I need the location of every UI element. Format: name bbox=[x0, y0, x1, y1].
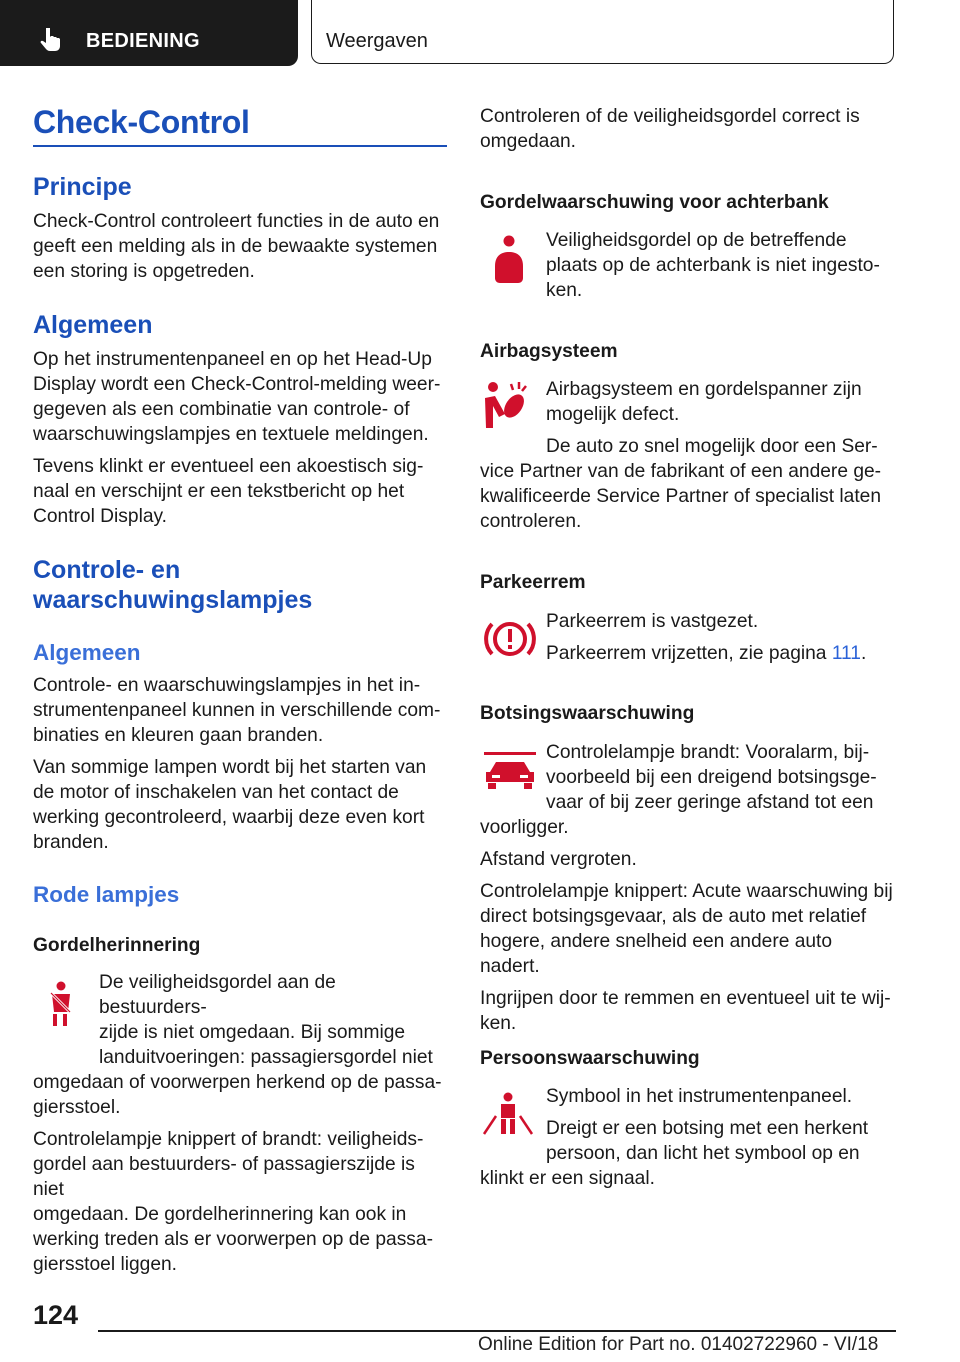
text-line: de motor of inschakelen van het contact de bbox=[33, 782, 399, 803]
page-title: Check-Control bbox=[33, 104, 250, 140]
text-line: Controlelampje brandt: Vooralarm, bij- bbox=[546, 742, 870, 763]
heading-parkeerrem: Parkeerrem bbox=[480, 572, 586, 593]
text-line: branden. bbox=[33, 832, 109, 853]
footer-edition: Online Edition for Part no. 01402722960 - VI/18 bbox=[478, 1334, 879, 1355]
text-line: gordel aan bestuurders- of passagierszijde is niet bbox=[33, 1154, 415, 1200]
text-line: omgedaan. De gordelherinnering kan ook in bbox=[33, 1204, 407, 1225]
text-line: direct botsingsgevaar, als de auto met relatief bbox=[480, 906, 867, 927]
text-fragment: . bbox=[860, 643, 867, 664]
text-line: klinkt er een signaal. bbox=[480, 1168, 655, 1189]
text-line: Display wordt een Check-Control-melding weer- bbox=[33, 374, 441, 395]
text-fragment: Parkeerrem vrijzetten, zie pagina bbox=[546, 643, 832, 664]
text-line: een storing is opgetreden. bbox=[33, 261, 255, 282]
achterbank-text bbox=[546, 228, 896, 303]
text-line: werking treden als er voorwerpen op de passa- bbox=[33, 1229, 433, 1250]
text-line: Controlelampje knippert of brandt: veiligheids- bbox=[33, 1129, 424, 1150]
controle-text bbox=[33, 673, 447, 855]
chapter-label: Weergaven bbox=[326, 30, 428, 52]
collision-warning-icon bbox=[482, 750, 538, 792]
heading-achterbank: Gordelwaarschuwing voor achterbank bbox=[480, 192, 829, 213]
text-line: voorligger. bbox=[480, 817, 569, 838]
text-line: plaats op de achterbank is niet ingesto- bbox=[546, 255, 880, 276]
page-number: 124 bbox=[33, 1300, 79, 1330]
text-line: hogere, andere snelheid een andere auto nadert. bbox=[480, 931, 833, 977]
heading-airbag: Airbagsysteem bbox=[480, 341, 618, 362]
text-line: Tevens klinkt er eventueel een akoestisch sig- bbox=[33, 456, 424, 477]
text-line: landuitvoeringen: passagiersgordel niet bbox=[99, 1047, 433, 1068]
text-line: giersstoel liggen. bbox=[33, 1254, 177, 1275]
text-line: ken. bbox=[546, 280, 583, 301]
text-line bbox=[546, 641, 896, 666]
text-line: Controlelampje knippert: Acute waarschuwing bij bbox=[480, 881, 893, 902]
section-label: BEDIENING bbox=[86, 30, 200, 52]
text-line: controleren. bbox=[480, 511, 582, 532]
text-line: zijde is niet omgedaan. Bij sommige bbox=[99, 1022, 406, 1043]
title-rule bbox=[33, 145, 447, 147]
text-line: vaar of bij zeer geringe afstand tot een bbox=[546, 792, 874, 813]
gordel-text bbox=[33, 970, 447, 1277]
heading-rode-lampjes: Rode lampjes bbox=[33, 882, 180, 907]
heading-controle-algemeen: Algemeen bbox=[33, 640, 141, 665]
heading-controle bbox=[33, 555, 312, 615]
text-line: Check-Control controleert functies in de auto en bbox=[33, 211, 440, 232]
heading-gordelherinnering: Gordelherinnering bbox=[33, 935, 201, 956]
text-line: Parkeerrem is vastgezet. bbox=[546, 611, 759, 632]
text-line: strumentenpaneel kunnen in verschillende com- bbox=[33, 700, 441, 721]
text-line: Op het instrumentenpaneel en op het Head-Up bbox=[33, 349, 432, 370]
page-link[interactable]: 111 bbox=[831, 643, 861, 664]
text-line: Van sommige lampen wordt bij het starten van bbox=[33, 757, 427, 778]
text-line: omgedaan of voorwerpen herkend op de passa- bbox=[33, 1072, 442, 1093]
text-line: Symbool in het instrumentenpaneel. bbox=[546, 1086, 853, 1107]
text-line: giersstoel. bbox=[33, 1097, 121, 1118]
botsing-text-top bbox=[546, 740, 896, 815]
text-line: naal en verschijnt er een tekstbericht op het bbox=[33, 481, 405, 502]
text-line: Ingrijpen door te remmen en eventueel uit te wij- bbox=[480, 988, 891, 1009]
section-tab[interactable] bbox=[0, 0, 298, 66]
heading-line: Controle- en bbox=[33, 556, 181, 584]
algemeen-text bbox=[33, 347, 447, 529]
heading-principe: Principe bbox=[33, 173, 132, 201]
airbag-text-bottom bbox=[480, 459, 896, 534]
page-header bbox=[0, 0, 960, 66]
hand-pointer-icon bbox=[40, 26, 66, 52]
text-line: geeft een melding als in de bewaakte systemen bbox=[33, 236, 438, 257]
text-line: werking gecontroleerd, waarbij deze even kort bbox=[33, 807, 425, 828]
heading-algemeen: Algemeen bbox=[33, 311, 153, 339]
text-line: persoon, dan licht het symbool op en bbox=[546, 1143, 860, 1164]
principe-text bbox=[33, 209, 447, 284]
text-line: De veiligheidsgordel aan de bestuurders- bbox=[99, 972, 336, 1018]
botsing-text-bottom bbox=[480, 815, 896, 1036]
text-line: kwalificeerde Service Partner of specialist laten bbox=[480, 486, 881, 507]
text-line: De auto zo snel mogelijk door een Ser- bbox=[546, 436, 878, 457]
heading-persoon: Persoonswaarschuwing bbox=[480, 1048, 700, 1069]
text-line: voorbeeld bij een dreigend botsingsge- bbox=[546, 767, 877, 788]
text-line: Afstand vergroten. bbox=[480, 849, 637, 870]
text-line: gegeven als een combinatie van controle- of bbox=[33, 399, 410, 420]
parking-brake-icon bbox=[482, 616, 538, 662]
text-line: Controleren of de veiligheidsgordel correct is bbox=[480, 106, 860, 127]
intro-text bbox=[480, 104, 896, 154]
text-line: Dreigt er een botsing met een herkent bbox=[546, 1118, 869, 1139]
text-line: binaties en kleuren gaan branden. bbox=[33, 725, 324, 746]
text-line: mogelijk defect. bbox=[546, 404, 680, 425]
text-line: Control Display. bbox=[33, 506, 168, 527]
text-line: omgedaan. bbox=[480, 131, 577, 152]
text-line: Veiligheidsgordel op de betreffende bbox=[546, 230, 847, 251]
text-line: Airbagsysteem en gordelspanner zijn bbox=[546, 379, 862, 400]
text-line: ken. bbox=[480, 1013, 517, 1034]
text-line: Controle- en waarschuwingslampjes in het in- bbox=[33, 675, 421, 696]
persoon-text-top bbox=[546, 1084, 896, 1166]
airbag-warning-icon bbox=[481, 380, 529, 432]
airbag-text-top bbox=[546, 377, 896, 459]
parkeerrem-text bbox=[546, 609, 896, 666]
persoon-text-bottom bbox=[480, 1166, 896, 1191]
text-line: vice Partner van de fabrikant of een andere ge- bbox=[480, 461, 882, 482]
rear-seatbelt-icon bbox=[491, 234, 527, 286]
footer-rule bbox=[98, 1330, 896, 1332]
chapter-tab[interactable] bbox=[311, 0, 894, 64]
heading-botsing: Botsingswaarschuwing bbox=[480, 703, 695, 724]
text-line: waarschuwingslampjes en textuele meldingen. bbox=[33, 424, 429, 445]
heading-line: waarschuwingslampjes bbox=[33, 586, 313, 614]
pedestrian-warning-icon bbox=[482, 1092, 534, 1136]
